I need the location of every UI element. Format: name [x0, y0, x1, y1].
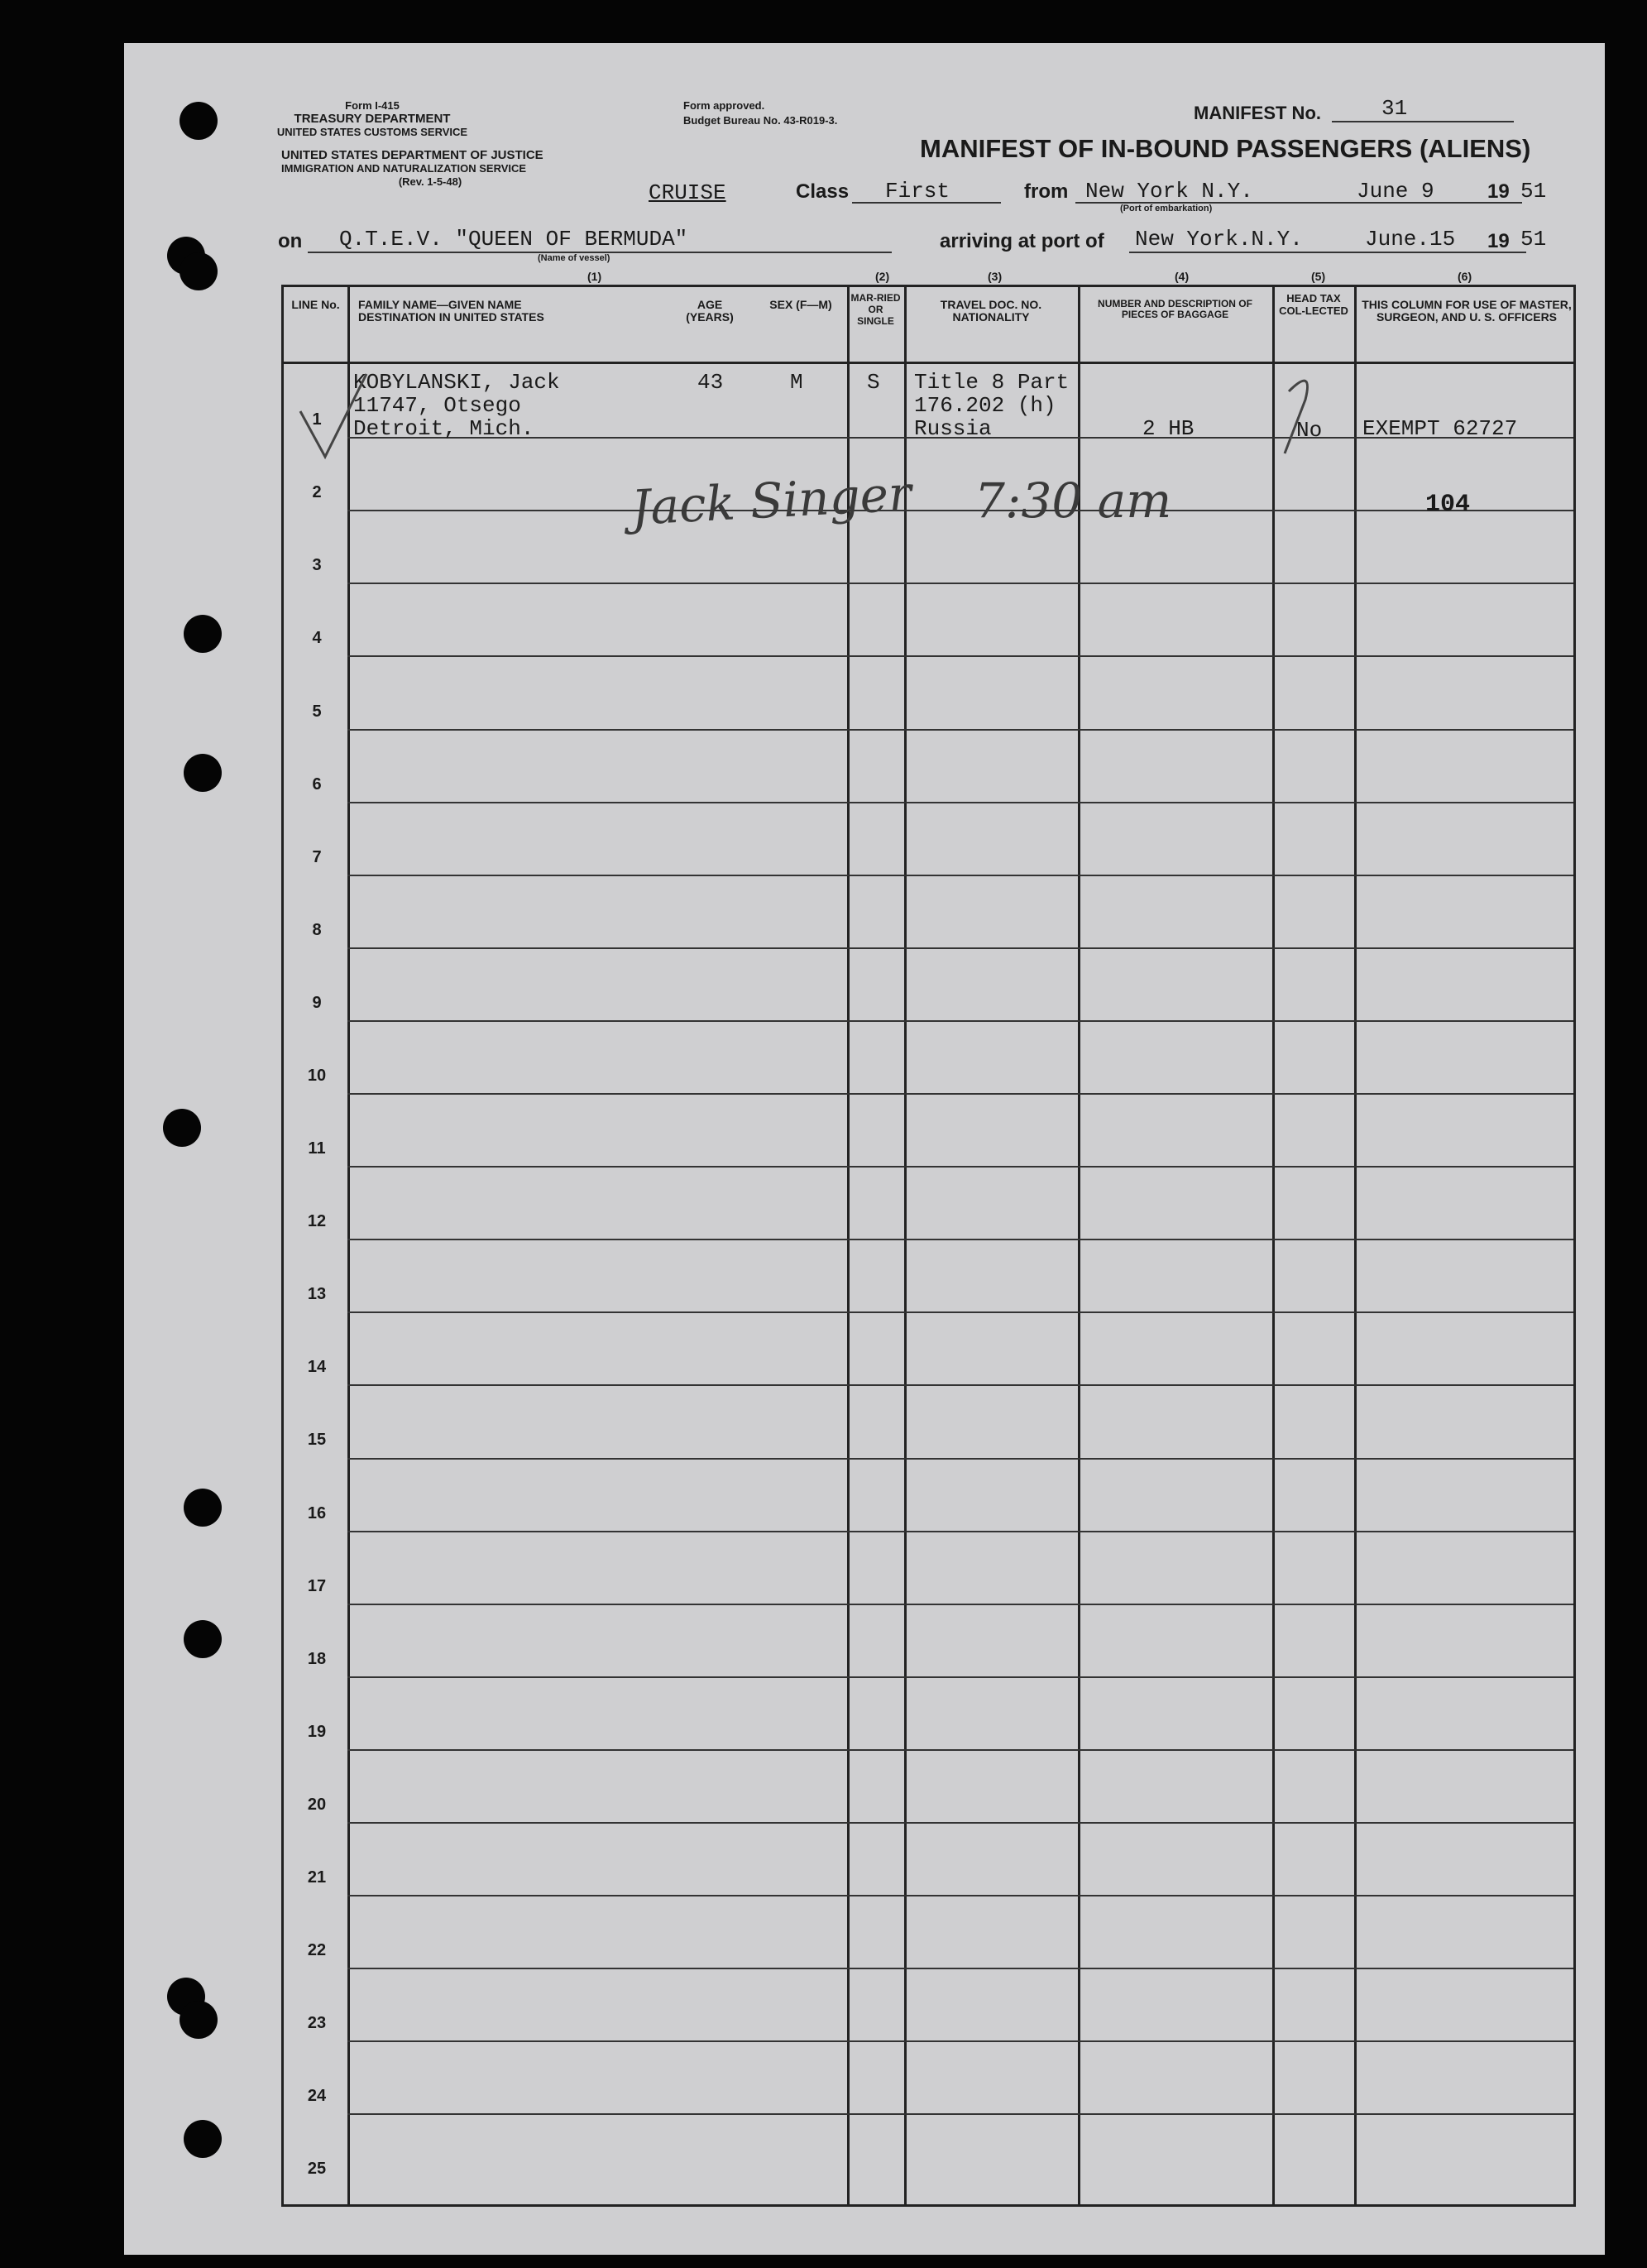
row-divider: [347, 1384, 1573, 1386]
line-number: 19: [307, 1723, 327, 1741]
colnum-3: (3): [988, 270, 1003, 283]
row-divider: [347, 947, 1573, 949]
passenger-sex: M: [790, 370, 803, 395]
manifest-no: 31: [1381, 96, 1408, 121]
line-number: 24: [307, 2087, 327, 2105]
line-number: 9: [312, 994, 322, 1012]
officer-note: EXEMPT 62727: [1362, 416, 1518, 441]
row-divider: [347, 1311, 1573, 1313]
header-sex: SEX (F—M): [769, 298, 832, 311]
binder-hole: [184, 1489, 222, 1527]
row-divider: [347, 1093, 1573, 1095]
line-number: 4: [312, 629, 322, 647]
line-number: 1: [312, 410, 322, 429]
line-number: 6: [312, 775, 322, 794]
row-divider: [347, 1895, 1573, 1896]
arrival-date: June.15: [1365, 227, 1456, 252]
row-divider: [347, 875, 1573, 876]
justice-dept: UNITED STATES DEPARTMENT OF JUSTICE: [281, 148, 543, 162]
header-line-no: LINE No.: [291, 298, 340, 311]
row-divider: [347, 1676, 1573, 1678]
binder-hole: [184, 615, 222, 653]
from-label: from: [1024, 180, 1069, 203]
form-approved: Form approved.: [683, 99, 765, 112]
line-number: 18: [307, 1650, 327, 1668]
depart-year: 51: [1520, 179, 1547, 204]
colnum-4: (4): [1175, 270, 1190, 283]
line-number: 12: [307, 1212, 327, 1230]
depart-date: June 9: [1357, 179, 1434, 204]
row-divider: [347, 583, 1573, 584]
manifest-no-label: MANIFEST No.: [1194, 103, 1321, 123]
line-number: 5: [312, 702, 322, 721]
vessel-name: Q.T.E.V. "QUEEN OF BERMUDA": [339, 227, 688, 252]
line-number: 13: [307, 1285, 327, 1303]
line-number: 23: [307, 2014, 327, 2032]
colnum-6: (6): [1458, 270, 1472, 283]
row-divider: [347, 729, 1573, 731]
row-divider: [347, 1531, 1573, 1532]
binder-hole: [180, 102, 218, 140]
row-divider: [347, 655, 1573, 657]
line-number: 8: [312, 921, 322, 939]
passenger-age: 43: [697, 370, 724, 395]
arrival-year: 51: [1520, 227, 1547, 252]
head-tax-value: No: [1296, 418, 1323, 443]
colnum-1: (1): [587, 270, 602, 283]
row-divider: [347, 2040, 1573, 2042]
header-head-tax: HEAD TAX COL-LECTED: [1279, 292, 1348, 317]
passenger-address: 11747, Otsego: [353, 393, 521, 418]
class-label: Class: [796, 180, 850, 203]
travel-doc-line1: Title 8 Part: [914, 370, 1070, 395]
binder-hole: [180, 2001, 218, 2039]
passenger-city: Detroit, Mich.: [353, 416, 534, 441]
vessel-caption: (Name of vessel): [538, 253, 610, 263]
class-value: First: [885, 179, 950, 204]
passenger-marital: S: [867, 370, 880, 395]
row-divider: [347, 1604, 1573, 1605]
cruise-label: CRUISE: [649, 180, 726, 205]
ins-service: IMMIGRATION AND NATURALIZATION SERVICE: [281, 162, 527, 175]
customs-service: UNITED STATES CUSTOMS SERVICE: [276, 126, 468, 138]
line-number: 15: [307, 1431, 327, 1449]
line-number: 7: [312, 848, 322, 866]
line-number: 21: [307, 1868, 327, 1887]
row-divider: [347, 802, 1573, 803]
on-label: on: [278, 230, 303, 252]
header-age: AGE (YEARS): [686, 298, 734, 324]
head-tax-check-icon: [1281, 367, 1330, 458]
manifest-title: MANIFEST OF IN-BOUND PASSENGERS (ALIENS): [920, 134, 1531, 163]
line-number: 2: [312, 483, 322, 501]
line-number: 10: [307, 1067, 327, 1085]
baggage-count: 2 HB: [1142, 416, 1195, 441]
budget-bureau: Budget Bureau No. 43-R019-3.: [683, 114, 838, 127]
row-divider: [347, 510, 1573, 511]
header-baggage: NUMBER AND DESCRIPTION OF PIECES OF BAGGAGE: [1098, 298, 1252, 320]
revision: (Rev. 1-5-48): [398, 175, 462, 188]
line-number: 20: [307, 1796, 327, 1814]
row-divider: [347, 1749, 1573, 1751]
port-embarkation-caption: (Port of embarkation): [1120, 204, 1213, 213]
row-divider: [347, 2113, 1573, 2115]
arrival-port: New York.N.Y.: [1135, 227, 1303, 252]
manifest-table: [281, 285, 1576, 2207]
row-divider: [347, 1239, 1573, 1240]
handwritten-time: 7:30 am: [974, 472, 1172, 529]
line-number: 11: [308, 1139, 326, 1158]
binder-hole: [184, 754, 222, 792]
check-mark-icon: [296, 370, 371, 461]
arriving-label: arriving at port of: [940, 230, 1104, 252]
form-number: Form I-415: [345, 99, 400, 112]
binder-hole: [180, 252, 218, 290]
header-married: MAR-RIED OR SINGLE: [850, 292, 901, 327]
row-divider: [347, 1458, 1573, 1460]
binder-hole: [184, 2120, 222, 2158]
colnum-2: (2): [875, 270, 890, 283]
header-travel-doc: TRAVEL DOC. NO. NATIONALITY: [940, 298, 1042, 324]
treasury-dept: TREASURY DEPARTMENT: [294, 112, 451, 126]
passenger-name: KOBYLANSKI, Jack: [353, 370, 560, 395]
stamp-number: 104: [1425, 491, 1471, 519]
nationality: Russia: [914, 416, 992, 441]
row-divider: [347, 1968, 1573, 1969]
header-officers: THIS COLUMN FOR USE OF MASTER, SURGEON, AND U. S. OFFICERS: [1362, 298, 1572, 324]
line-number: 3: [312, 556, 322, 574]
header-name: FAMILY NAME—GIVEN NAME DESTINATION IN UNITED STATES: [358, 298, 544, 324]
from-value: New York N.Y.: [1085, 179, 1253, 204]
line-number: 17: [307, 1577, 327, 1595]
line-number: 25: [307, 2160, 327, 2178]
binder-hole: [163, 1109, 201, 1147]
row-divider: [347, 1166, 1573, 1168]
depart-year-prefix: 19: [1487, 180, 1510, 203]
manifest-page: [124, 43, 1605, 2255]
line-number: 14: [307, 1358, 327, 1376]
travel-doc-line2: 176.202 (h): [914, 393, 1056, 418]
row-divider: [347, 1020, 1573, 1022]
handwritten-signature: Jack Singer: [630, 465, 913, 536]
arrival-year-prefix: 19: [1487, 230, 1510, 252]
colnum-5: (5): [1311, 270, 1326, 283]
row-divider: [347, 1822, 1573, 1824]
line-number: 16: [307, 1504, 327, 1522]
line-number: 22: [307, 1941, 327, 1959]
binder-hole: [184, 1620, 222, 1658]
